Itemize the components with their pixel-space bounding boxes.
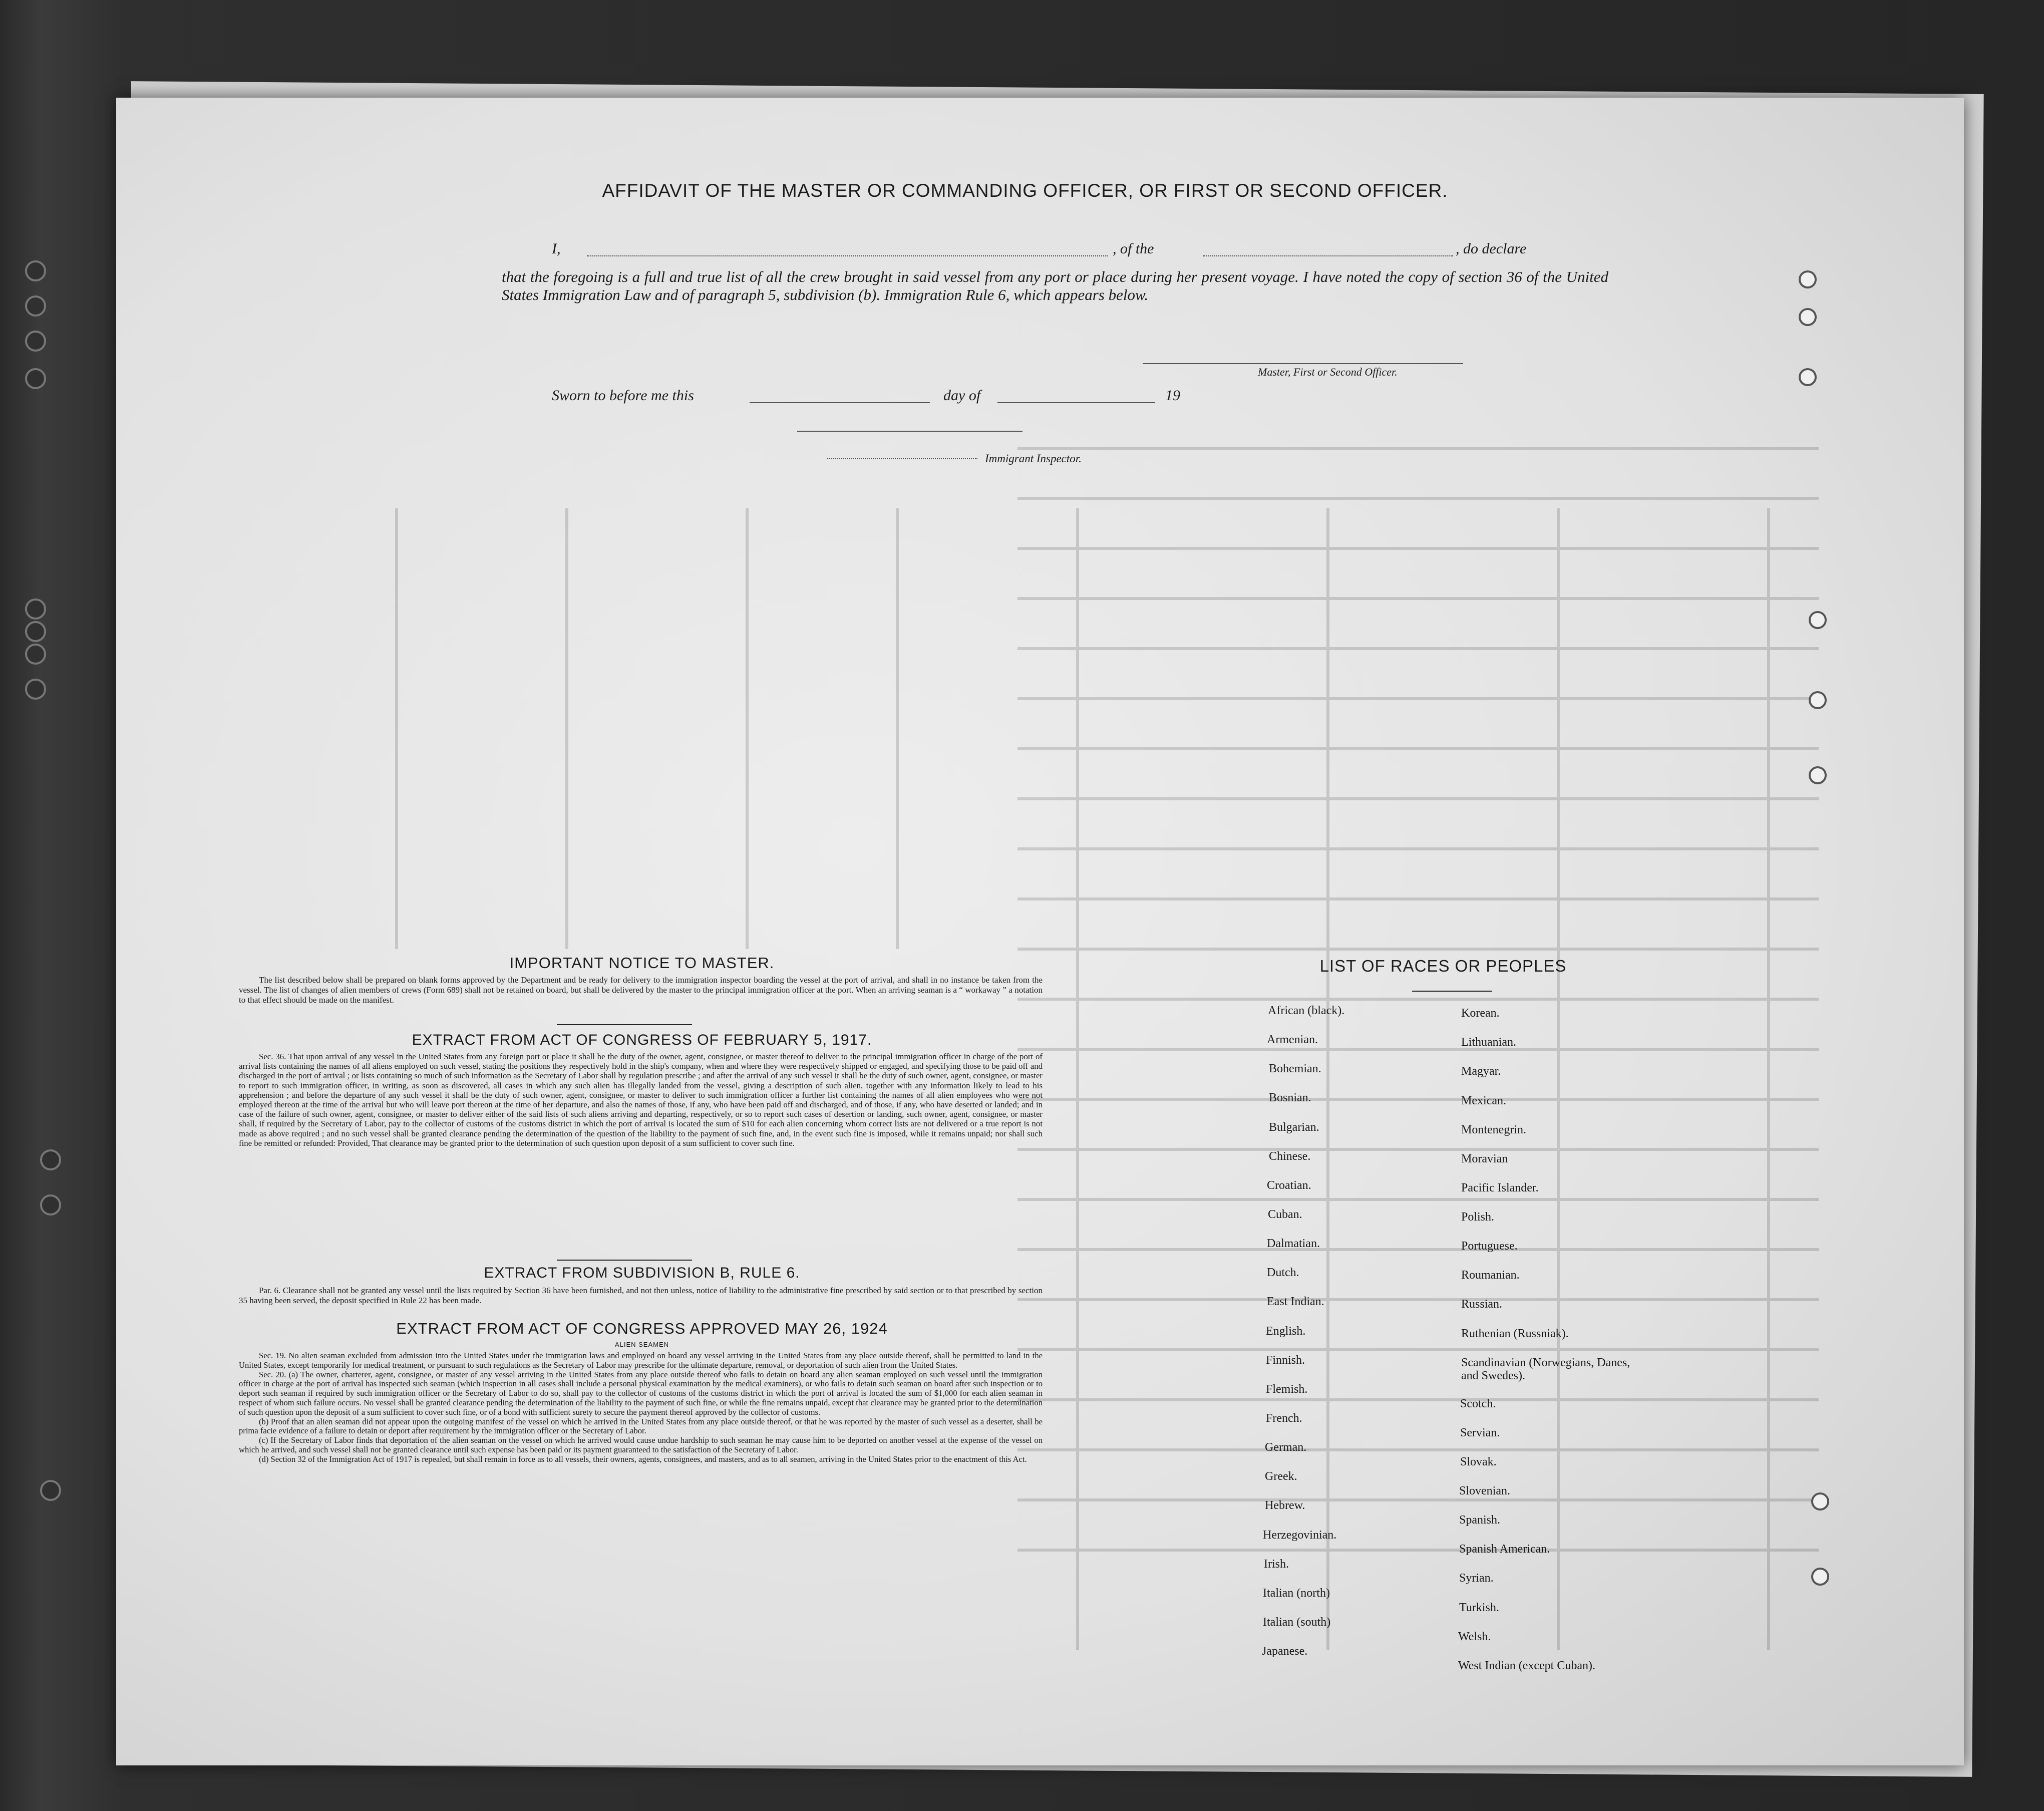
affidavit-do-declare: , do declare <box>1456 240 1527 257</box>
race-item: Lithuanian. <box>1461 1036 1516 1049</box>
race-item: Croatian. <box>1267 1179 1311 1192</box>
affidavit-of-the: , of the <box>1113 240 1154 257</box>
extract-1924-sec19: Sec. 19. No alien seaman excluded from admission into the United States under the immigration laws and employed on board any vessel arriving in the United States from any place outside thereof, shall be permitted to land in the United States, except temporarily for medical treatment, or pursuant to such regulations as the Secretary of Labor may prescribe for the ultimate departure, removal, or deportation of such alien from the United States. <box>239 1351 1043 1370</box>
race-item: Italian (south) <box>1263 1616 1331 1629</box>
race-item: Dutch. <box>1267 1266 1299 1279</box>
extract-1924-sec20a: Sec. 20. (a) The owner, charterer, agent, consignee, or master of any vessel arriving in the United States from any place outside thereof who fails to detain on board any alien seaman employed on such vessel until the immigration officer in charge at the port of arrival has inspected such seaman (which inspection in all cases shall include a personal physical examination by the medical examiners), or who fails to detain such seaman on board after such inspection or to deport such seaman if required by such immigration officer or the Secretary of Labor to do so, shall pay to the collector of customs of the customs district in which the port of arrival is located the sum of $1,000 for each alien seaman in respect of whom such failure occurs. No vessel shall be granted clearance pending the determination of the liability to the payment of such fine, or while the fine remains unpaid, except that clearance may be granted prior to the determination of such question upon the deposit of a sum sufficient to cover such fine, or of a bond with sufficient surety to secure the payment thereof approved by the collector of customs. <box>239 1369 1043 1417</box>
race-item: Italian (north) <box>1263 1587 1330 1600</box>
race-item: Bulgarian. <box>1269 1121 1319 1134</box>
binder-hole <box>25 295 46 317</box>
binder-hole <box>40 1480 61 1501</box>
sworn-year: 19 <box>1165 387 1180 404</box>
binder-hole <box>25 621 46 642</box>
extract-rule6-body: Par. 6. Clearance shall not be granted any vessel until the lists required by Section 36 have been furnished, and not then unless, notice of liability to the administrative fine prescribed by said section or to that prescribed by section 35 having been served, the deposit specified in Rule 22 has been made. <box>239 1286 1043 1305</box>
binder-hole <box>40 1194 61 1216</box>
sworn-text-1: Sworn to before me this <box>552 387 694 404</box>
sworn-line <box>552 387 694 404</box>
race-item: West Indian (except Cuban). <box>1458 1659 1595 1672</box>
race-item: Turkish. <box>1459 1601 1499 1614</box>
race-item: Flemish. <box>1266 1383 1308 1396</box>
race-item: Chinese. <box>1269 1150 1311 1163</box>
extract-1924-sec20b: (b) Proof that an alien seaman did not appear upon the outgoing manifest of the vessel on which he arrived in the United States from any place outside thereof, or that he was reported by the master of such vessel as a deserter, shall be prima facie evidence of a failure to detain or deport after requirement by the immigration officer or the Secretary of Labor. <box>239 1416 1043 1436</box>
extract-rule6-title: EXTRACT FROM SUBDIVISION B, RULE 6. <box>484 1265 800 1281</box>
race-item: Greek. <box>1265 1470 1297 1483</box>
binder-hole <box>1799 368 1817 386</box>
race-item: Scotch. <box>1460 1397 1496 1410</box>
race-item: Finnish. <box>1266 1354 1305 1367</box>
binder-hole <box>40 1149 61 1170</box>
race-item: Pacific Islander. <box>1461 1181 1539 1194</box>
extract-1924-sec20d: (d) Section 32 of the Immigration Act of 1917 is repealed, but shall remain in force as to all vessels, their owners, agents, consignees, and masters, and as to all seamen, arriving in the United States prior to the enactment of this Act. <box>259 1454 1027 1464</box>
binder-hole <box>25 644 46 665</box>
race-item: Korean. <box>1461 1007 1500 1020</box>
race-item: East Indian. <box>1267 1295 1324 1308</box>
extract-1917-title: EXTRACT FROM ACT OF CONGRESS OF FEBRUARY 5, 1917. <box>412 1032 872 1048</box>
signature-label: Master, First or Second Officer. <box>1258 366 1398 378</box>
inspector-label: Immigrant Inspector. <box>985 452 1082 465</box>
race-item: Moravian <box>1461 1152 1508 1165</box>
race-item: German. <box>1265 1441 1307 1454</box>
binder-hole <box>25 368 46 389</box>
extract-1924-subtitle: ALIEN SEAMEN <box>614 1341 669 1348</box>
race-item: Spanish American. <box>1459 1543 1550 1556</box>
notice-title: IMPORTANT NOTICE TO MASTER. <box>509 954 775 972</box>
binder-hole <box>25 260 46 281</box>
extract-1924-sec20c: (c) If the Secretary of Labor finds that deportation of the alien seaman on the vessel on which he arrived would cause undue hardship to such seaman he may cause him to be deported on another vessel at the expense of the vessel on which he arrived, and such vessel shall not be granted clearance until such expense has been paid or its payment guaranteed to the satisfaction of the Secretary of Labor. <box>239 1435 1043 1454</box>
races-title: LIST OF RACES OR PEOPLES <box>1319 957 1567 975</box>
race-item: Dalmatian. <box>1267 1237 1320 1250</box>
notice-body: The list described below shall be prepared on blank forms approved by the Department and be ready for delivery to the immigration inspector boarding the vessel at the port of arrival, and shall in no instance be taken from the vessel. The list of changes of alien members of crews (Form 689) shall not be retained on board, but shall be delivered by the master to the principal immigration officer at the port. When an arriving seaman is a “ workaway ” a notation to that effect should be made on the manifest. <box>239 975 1043 1005</box>
race-item: Ruthenian (Russniak). <box>1461 1327 1569 1340</box>
race-item: French. <box>1266 1412 1302 1425</box>
race-item: Servian. <box>1460 1426 1500 1439</box>
binder-hole <box>1809 691 1827 709</box>
race-item: Slovenian. <box>1459 1484 1510 1497</box>
race-item: Herzegovinian. <box>1263 1529 1337 1542</box>
race-item: Hebrew. <box>1265 1499 1305 1512</box>
affidavit-i-prefix: I, <box>552 240 561 257</box>
binder-hole <box>1799 308 1817 326</box>
race-item: Bohemian. <box>1269 1062 1321 1075</box>
binder-hole <box>1799 270 1817 288</box>
race-item: Syrian. <box>1459 1572 1494 1585</box>
race-item: Mexican. <box>1461 1094 1506 1107</box>
binder-hole <box>1811 1568 1829 1586</box>
binder-hole <box>1811 1492 1829 1511</box>
race-item: English. <box>1266 1325 1306 1338</box>
race-item: Polish. <box>1461 1211 1495 1224</box>
extract-1924-body <box>239 1351 1043 1464</box>
bleed-through-marks <box>116 98 1964 1765</box>
binder-hole <box>25 598 46 620</box>
binder-hole <box>25 331 46 352</box>
race-item: Montenegrin. <box>1461 1123 1526 1136</box>
race-item: Armenian. <box>1267 1033 1318 1046</box>
race-item: Slovak. <box>1460 1455 1497 1468</box>
race-item: Portuguese. <box>1461 1240 1518 1253</box>
race-item: Spanish. <box>1459 1514 1501 1527</box>
extract-1924-title: EXTRACT FROM ACT OF CONGRESS APPROVED MAY 26, 1924 <box>396 1320 888 1337</box>
binder-hole <box>25 679 46 700</box>
race-item: Magyar. <box>1461 1065 1501 1078</box>
race-item: Bosnian. <box>1269 1091 1311 1104</box>
race-item: Irish. <box>1264 1558 1289 1571</box>
race-item: Cuban. <box>1268 1208 1302 1221</box>
race-item: Welsh. <box>1458 1630 1491 1643</box>
race-item: Russian. <box>1461 1298 1503 1311</box>
binder-hole <box>1809 766 1827 784</box>
sworn-text-2: day of <box>943 387 981 404</box>
manifest-page <box>116 98 1964 1765</box>
race-item: Roumanian. <box>1461 1269 1520 1282</box>
race-item: Japanese. <box>1262 1645 1308 1658</box>
extract-1917-body: Sec. 36. That upon arrival of any vessel in the United States from any foreign port or place it shall be the duty of the owner, agent, consignee, or master thereof to deliver to the principal immigration officer in charge of the port of arrival lists containing the names of all aliens employed on such vessel, stating the positions they respectively hold in the ship's company, when and where they were respectively shipped or engaged, and specifying those to be paid off and discharged in the port of arrival ; or lists containing so much of such information as the Secretary of Labor shall by regulation prescribe ; and after the arrival of any such vessel it shall be the duty of such owner, agent, consignee, or master to report to such immigration officer, in writing, as soon as discovered, all cases in which any such alien has illegally landed from the vessel, giving a description of such alien, together with any information likely to lead to his apprehension ; and before the departure of any such vessel it shall be the duty of such owner, agent, consignee, or master to deliver to such immigration officer a further list containing the names of all alien employees who were not employed thereon at the time of the arrival but who will leave port thereon at the time of her departure, and also the names of those, if any, who have been paid off and discharged, and of those, if any, who have deserted or landed; and in case of the failure of such owner, agent, consignee, or master to deliver either of the said lists of such aliens arriving and departing, respectively, or so to report such cases of desertion or landing, such owner, agent, consignee, or master shall, if required by the Secretary of Labor, pay to the collector of customs of the customs district in which the port of arrival is located the sum of $10 for each alien concerning whom correct lists are not delivered or a true report is not made as above required ; and no such vessel shall be granted clearance pending the determination of the question of the liability to the payment of such fine, and, in the event such fine is imposed, while it remains unpaid; nor shall such fine be remitted or refunded: Provided, That clearance may be granted prior to the determination of such question upon deposit of a sum sufficient to cover such fine. <box>239 1052 1043 1148</box>
race-item: African (black). <box>1268 1004 1345 1017</box>
race-item: Scandinavian (Norwegians, Danes, and Swedes). <box>1461 1356 1630 1382</box>
affidavit-body: that the foregoing is a full and true list of all the crew brought in said vessel from any port or place during her present voyage. I have noted the copy of section 36 of the United States Immigration Law and of paragraph 5, subdivision (b). Immigration Rule 6, which appears below. <box>502 268 1608 304</box>
binder-hole <box>1809 611 1827 629</box>
affidavit-title: AFFIDAVIT OF THE MASTER OR COMMANDING OFFICER, OR FIRST OR SECOND OFFICER. <box>602 180 1448 201</box>
